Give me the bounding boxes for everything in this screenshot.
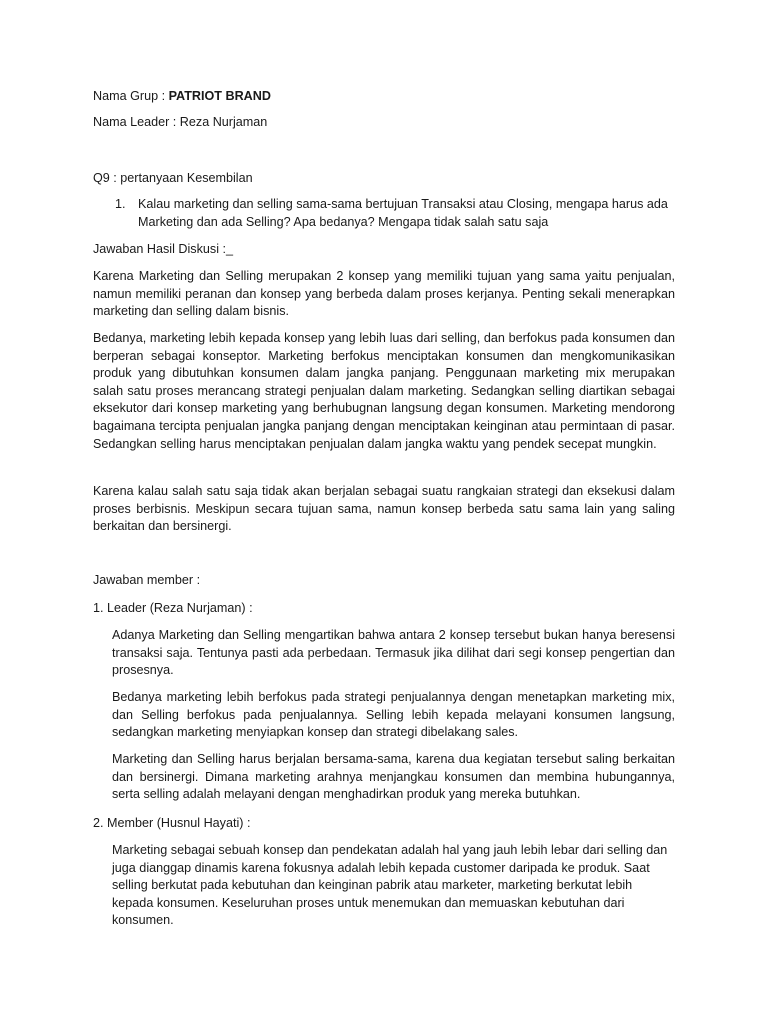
group-name: PATRIOT BRAND bbox=[168, 89, 271, 103]
discussion-heading: Jawaban Hasil Diskusi :_ bbox=[93, 242, 233, 256]
group-line bbox=[93, 88, 271, 106]
question-item bbox=[93, 196, 675, 231]
member-paragraph: Marketing sebagai sebuah konsep dan pendekatan adalah hal yang jauh lebih lebar dari selling dan juga dianggap dinamis karena fokusnya adalah lebih kepada customer daripada ke produk. Saat selling berkutat pada kebutuhan dan keinginan pabrik atau marketer, marketing berkutat lebih kepada konsumen. Keseluruhan proses untuk menemukan dan memuaskan kebutuhan dari konsumen. bbox=[112, 843, 668, 928]
member-paragraph: Marketing dan Selling harus berjalan bersama-sama, karena dua kegiatan tersebut saling berkaitan dan bersinergi. Dimana marketing arahnya menjangkau konsumen dan membina hubungannya, serta selling adalah melayani dengan menghadirkan produk yang mereka butuhkan. bbox=[112, 752, 675, 802]
member-paragraph: Adanya Marketing dan Selling mengartikan bahwa antara 2 konsep tersebut bukan hanya beresensi transaksi saja. Tentunya pasti ada perbedaan. Termasuk jika dilihat dari segi konsep pengertian dan prosesnya. bbox=[112, 628, 675, 678]
member-paragraph: Bedanya marketing lebih berfokus pada strategi penjualannya dengan menetapkan marketing mix, dan Selling berfokus pada penjualannya. Selling lebih kepada melayani konsumen langsung, sedangkan marketing menyiapkan konsep dan strategi dibelakang sales. bbox=[112, 690, 675, 740]
question-heading: Q9 : pertanyaan Kesembilan bbox=[93, 171, 253, 185]
discussion-paragraph: Bedanya, marketing lebih kepada konsep yang lebih luas dari selling, dan berfokus pada konsumen dan berperan sebagai konseptor. Marketing berfokus menciptakan konsumen dan mengkomunikasikan produk yang dibutuhkan konsumen dalam jangka panjang. Penggunaan marketing mix merupakan salah satu proses merancang strategi penjualan dalam marketing. Sedangkan selling diartikan sebagai eksekutor dari konsep marketing yang berhubugnan langsung degan konsumen. Marketing mendorong bagaimana tercipta penjualan jangka panjang dengan menciptakan keinginan atau permintaan di pasar. Sedangkan selling harus menciptakan penjualan dalam jangka waktu yang pendek secepat mungkin. bbox=[93, 331, 675, 451]
member-title: 1. Leader (Reza Nurjaman) : bbox=[93, 601, 253, 615]
member-title: 2. Member (Husnul Hayati) : bbox=[93, 816, 251, 830]
question-text: Kalau marketing dan selling sama-sama bertujuan Transaksi atau Closing, mengapa harus ada Marketing dan ada Selling? Apa bedanya? Mengapa tidak salah satu saja bbox=[138, 197, 668, 229]
leader-line: Nama Leader : Reza Nurjaman bbox=[93, 115, 268, 129]
discussion-paragraph: Karena kalau salah satu saja tidak akan berjalan sebagai suatu rangkaian strategi dan eksekusi dalam proses berbisnis. Meskipun secara tujuan sama, namun konsep berbeda satu sama lain yang saling berkaitan dan bersinergi. bbox=[93, 484, 675, 534]
group-label: Nama Grup : bbox=[93, 89, 166, 103]
members-heading: Jawaban member : bbox=[93, 573, 201, 587]
question-number: 1. bbox=[115, 197, 126, 211]
discussion-paragraph: Karena Marketing dan Selling merupakan 2 konsep yang memiliki tujuan yang sama yaitu penjualan, namun memiliki peranan dan konsep yang berbeda dalam proses kerjanya. Penting sekali menerapkan marketing dan selling dalam bisnis. bbox=[93, 269, 675, 319]
